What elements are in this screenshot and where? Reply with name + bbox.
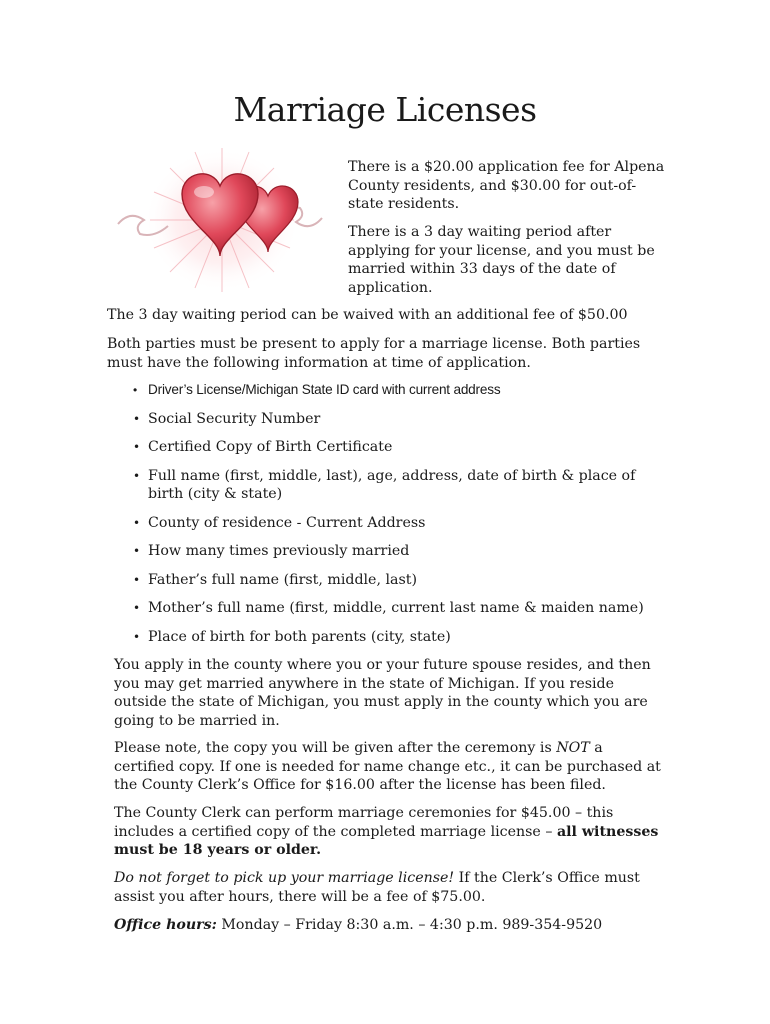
copy-note-paragraph: Please note, the copy you will be given after the ceremony is NOT a certified copy. If one is needed for name change etc., it can be purchased at the County Clerk’s Office for $16.00 after the license has been filed. <box>114 740 661 793</box>
office-hours: Office hours: Monday – Friday 8:30 a.m. – 4:30 p.m. 989-354-9520 <box>114 917 603 933</box>
bullet-icon: • <box>133 440 141 454</box>
list-item: • County of residence - Current Address <box>133 514 426 531</box>
waiver-paragraph: The 3 day waiting period can be waived with an additional fee of $50.00 <box>107 307 628 323</box>
waiting-period-paragraph: There is a 3 day waiting period after applying for your license, and you must be married within 33 days of the date of application. <box>348 224 655 296</box>
bullet-icon: • <box>133 572 141 587</box>
bullet-icon: • <box>133 601 141 615</box>
bullet-icon: • <box>133 629 141 644</box>
hearts-icon <box>110 140 330 300</box>
county-paragraph: You apply in the county where you or your future spouse resides, and then you may get married anywhere in the state of Michigan. If you reside outside the state of Michigan, you must apply in the county which you are going to be married in. <box>114 657 651 729</box>
bullet-icon: • <box>133 515 141 530</box>
bullet-icon: • <box>133 468 141 483</box>
parties-paragraph: Both parties must be present to apply for a marriage license. Both parties must have the following information at time of application. <box>107 336 641 371</box>
list-item: • Full name (first, middle, last), age, address, date of birth & place of birth (city & state) <box>133 467 636 502</box>
list-item: • Driver’s License/Michigan State ID card with current address <box>130 381 660 400</box>
bullet-icon: • <box>133 383 138 397</box>
list-item: • How many times previously married <box>133 543 410 559</box>
list-item: • Place of birth for both parents (city, state) <box>133 628 451 645</box>
list-item: • Social Security Number <box>133 410 321 427</box>
list-item: • Mother’s full name (first, middle, current last name & maiden name) <box>133 600 644 616</box>
bullet-icon: • <box>133 544 141 558</box>
fee-paragraph: There is a $20.00 application fee for Alpena County residents, and $30.00 for out-of-state residents. <box>348 159 665 212</box>
requirements-list <box>130 381 660 656</box>
ceremony-paragraph: The County Clerk can perform marriage ceremonies for $45.00 – this includes a certified copy of the completed marriage license – all witnesses must be 18 years or older. <box>114 805 659 858</box>
list-item: • Certified Copy of Birth Certificate <box>133 439 393 455</box>
pickup-paragraph: Do not forget to pick up your marriage license! If the Clerk’s Office must assist you after hours, there will be a fee of $75.00. <box>114 870 640 905</box>
page-title: Marriage Licenses <box>233 90 537 129</box>
bullet-icon: • <box>133 411 141 426</box>
list-item: • Father’s full name (first, middle, last) <box>133 571 417 588</box>
